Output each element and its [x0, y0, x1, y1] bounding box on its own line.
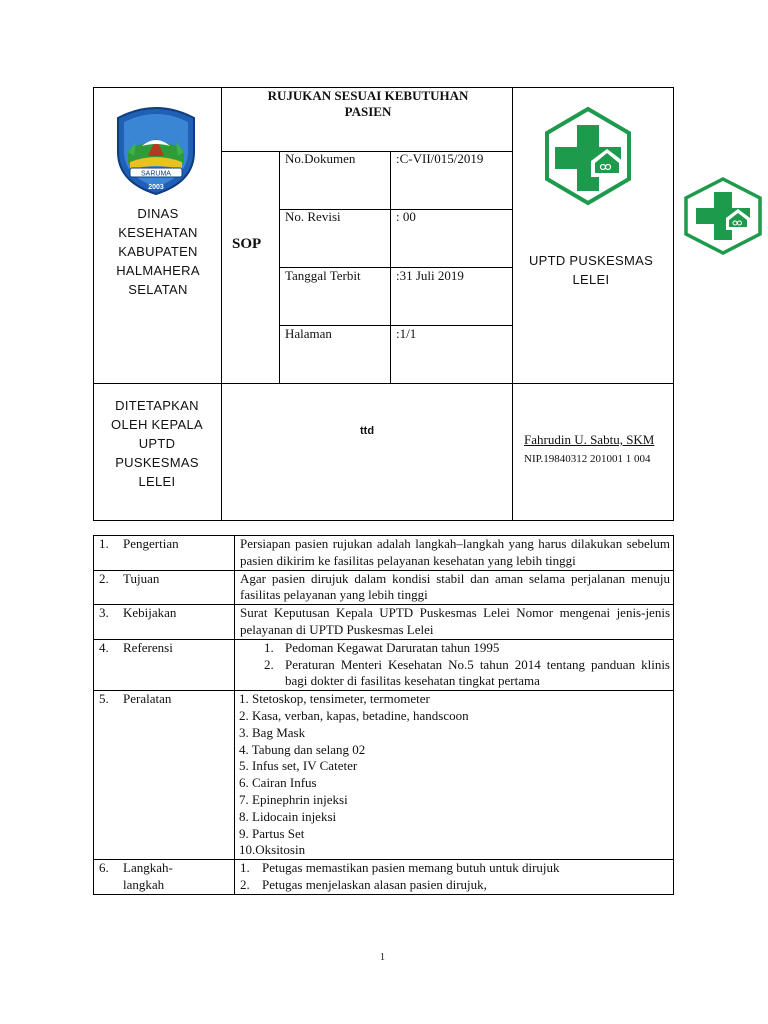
table-row — [94, 860, 674, 895]
list-item: 7. Epinephrin injeksi — [239, 791, 348, 807]
sop-label: SOP — [232, 236, 262, 252]
list-item: 2. Kasa, verban, kapas, betadine, handscoon — [239, 707, 469, 723]
list-item: 10.Oksitosin — [239, 842, 306, 858]
signature-ttd: ttd — [360, 425, 375, 437]
established-by-label: DITETAPKAN OLEH KEPALA UPTD PUSKESMAS LELEI — [111, 398, 203, 489]
section-text: Agar pasien dirujuk dalam kondisi stabil dan aman selama perjalanan menuju fasilitas pelayanan yang lebih tinggi — [235, 570, 674, 605]
puskesmas-logo — [537, 103, 640, 209]
section-label: 6. Langkah- langkah — [94, 860, 235, 895]
halmahera-selatan-emblem — [108, 104, 204, 196]
list-item: 2. Peraturan Menteri Kesehatan No.5 tahun 2014 tentang panduan klinis bagi dokter di fasilitas kesehatan tingkat pertama — [264, 656, 670, 689]
table-row — [94, 536, 674, 571]
section-label: 3. Kebijakan — [94, 605, 235, 640]
list-item: 9. Partus Set — [239, 825, 305, 841]
field-value-tanggal-terbit: :31 Juli 2019 — [396, 268, 464, 283]
section-text — [235, 639, 674, 690]
list-item: 6. Cairan Infus — [239, 775, 317, 791]
section-label: 5. Peralatan — [94, 691, 235, 860]
list-item: 1. Pedoman Kegawat Daruratan tahun 1995 — [264, 639, 500, 655]
section-text — [235, 860, 674, 895]
table-row — [94, 570, 674, 605]
list-item: 3. Bag Mask — [239, 724, 306, 740]
field-value-no-dokumen: :C-VII/015/2019 — [396, 151, 484, 166]
table-row — [94, 605, 674, 640]
list-item: 2. Petugas menjelaskan alasan pasien dirujuk, — [240, 876, 487, 892]
field-label-halaman: Halaman — [285, 326, 332, 341]
field-value-no-revisi: : 00 — [396, 209, 416, 224]
signer-nip: NIP.19840312 201001 1 004 — [524, 453, 651, 465]
signer-name: Fahrudin U. Sabtu, SKM — [524, 432, 655, 447]
list-item: 8. Lidocain injeksi — [239, 808, 337, 824]
section-text: Persiapan pasien rujukan adalah langkah–langkah yang harus dilakukan sebelum pasien dikirim ke fasilitas pelayanan kesehatan yang lebih tinggi — [235, 536, 674, 571]
list-item: 1. Stetoskop, tensimeter, termometer — [239, 691, 430, 707]
list-item: 1. Petugas memastikan pasien memang butuh untuk dirujuk — [240, 860, 560, 876]
table-row — [94, 639, 674, 690]
list-item: 5. Infus set, IV Cateter — [239, 758, 358, 774]
puskesmas-logo-outside — [680, 176, 766, 256]
field-value-halaman: :1/1 — [396, 326, 417, 341]
field-label-no-revisi: No. Revisi — [285, 209, 341, 224]
section-text — [235, 691, 674, 860]
section-label: 1. Pengertian — [94, 536, 235, 571]
section-label: 4. Referensi — [94, 639, 235, 690]
field-label-no-dokumen: No.Dokumen — [285, 151, 356, 166]
section-text: Surat Keputusan Kepala UPTD Puskesmas Lelei Nomor mengenai jenis-jenis pelayanan di UPTD Puskesmas Lelei — [235, 605, 674, 640]
section-label: 2. Tujuan — [94, 570, 235, 605]
emblem-year-text: 2003 — [148, 184, 164, 191]
sop-content-table — [93, 535, 674, 895]
right-organization-name: UPTD PUSKESMAS LELEI — [528, 253, 654, 287]
table-row — [94, 691, 674, 860]
page-number: 1 — [380, 952, 385, 963]
field-label-tanggal-terbit: Tanggal Terbit — [285, 268, 361, 283]
left-organization-name: DINAS KESEHATAN KABUPATEN HALMAHERA SELATAN — [116, 206, 200, 297]
emblem-saruma-text: SARUMA — [141, 170, 171, 178]
sop-title: RUJUKAN SESUAI KEBUTUHAN PASIEN — [267, 88, 469, 119]
list-item: 4. Tabung dan selang 02 — [239, 741, 366, 757]
